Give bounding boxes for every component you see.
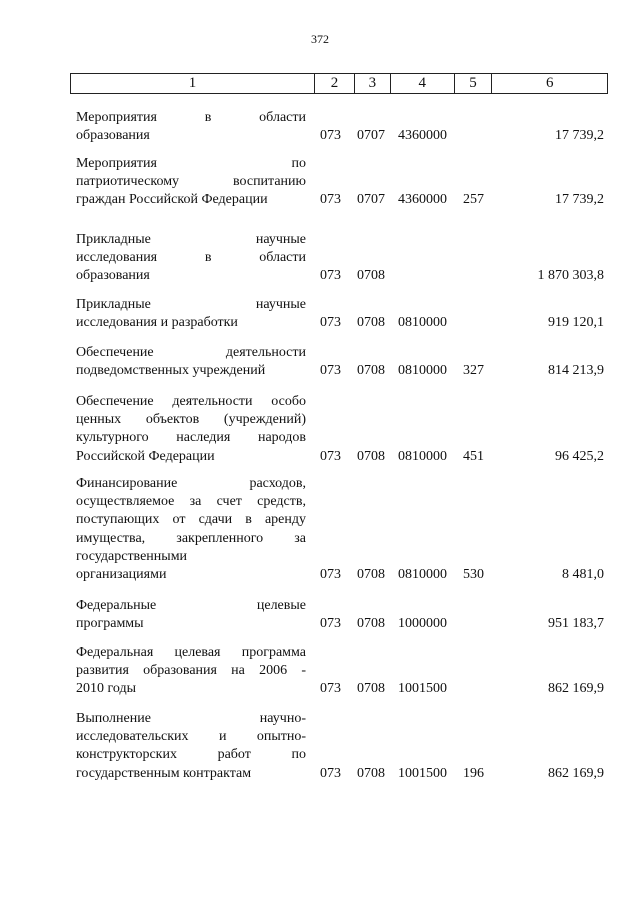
description-line: образования — [76, 268, 150, 284]
ministry-code: 073 — [320, 616, 341, 632]
expense-type-code: 451 — [463, 448, 484, 464]
table-row — [76, 393, 608, 466]
table-header — [70, 73, 608, 94]
description-line: образования — [76, 128, 150, 144]
description-line: государственными — [76, 548, 188, 564]
header-col-5: 5 — [454, 74, 492, 93]
ministry-code: 073 — [320, 268, 341, 284]
ministry-code: 073 — [320, 315, 341, 331]
expense-type-code: 327 — [463, 363, 484, 379]
target-article-code: 1001500 — [398, 681, 447, 697]
amount: 919 120,1 — [548, 315, 604, 331]
amount: 96 425,2 — [555, 448, 604, 464]
ministry-code: 073 — [320, 192, 341, 208]
ministry-code: 073 — [320, 765, 341, 781]
target-article-code: 0810000 — [398, 448, 447, 464]
header-col-3: 3 — [354, 74, 390, 93]
table-row — [76, 475, 608, 584]
description-line: Обеспечение деятельности особо — [76, 394, 306, 409]
ministry-code: 073 — [320, 448, 341, 464]
amount: 862 169,9 — [548, 681, 604, 697]
description-line: организациями — [76, 567, 167, 583]
description-line: патриотическому воспитанию — [76, 174, 306, 190]
section-code: 0708 — [357, 268, 385, 284]
table-row — [76, 109, 608, 145]
description-line: подведомственных учреждений — [76, 363, 266, 379]
row-codes — [76, 448, 608, 466]
description-line: Мероприятия по — [76, 156, 306, 171]
table-row — [76, 296, 608, 332]
description-line: осуществляемое за счет средств, — [76, 494, 306, 510]
ministry-code: 073 — [320, 363, 341, 379]
table-row — [76, 231, 608, 286]
description-line: Обеспечение деятельности — [76, 345, 306, 360]
section-code: 0708 — [357, 315, 385, 331]
header-col-2: 2 — [314, 74, 354, 93]
row-codes — [76, 362, 608, 380]
description-line: Прикладные научные — [76, 232, 306, 247]
section-code: 0708 — [357, 448, 385, 464]
amount: 8 481,0 — [562, 566, 604, 582]
section-code: 0707 — [357, 192, 385, 208]
row-codes — [76, 765, 608, 783]
page-number: 372 — [311, 32, 329, 46]
header-col-4: 4 — [390, 74, 454, 93]
description-line: Финансирование расходов, — [76, 476, 306, 491]
description-line: граждан Российской Федерации — [76, 192, 268, 208]
table-row — [76, 597, 608, 633]
target-article-code: 4360000 — [398, 192, 447, 208]
section-code: 0708 — [357, 681, 385, 697]
ministry-code: 073 — [320, 128, 341, 144]
header-col-1: 1 — [188, 75, 197, 91]
row-codes — [76, 681, 608, 699]
description-line: Федеральная целевая программа — [76, 645, 306, 660]
expense-type-code: 196 — [463, 765, 484, 781]
amount: 17 739,2 — [555, 192, 604, 208]
description-line: Прикладные научные — [76, 297, 306, 312]
target-article-code: 1000000 — [398, 616, 447, 632]
description-line: исследования в области — [76, 250, 306, 266]
section-code: 0708 — [357, 566, 385, 582]
amount: 814 213,9 — [548, 363, 604, 379]
target-article-code: 0810000 — [398, 363, 447, 379]
expense-type-code: 257 — [463, 192, 484, 208]
row-codes — [76, 566, 608, 584]
description-line: Федеральные целевые — [76, 598, 306, 613]
table-row — [76, 155, 608, 210]
description-line: ценных объектов (учреждений) — [76, 412, 306, 428]
section-code: 0707 — [357, 128, 385, 144]
target-article-code: 1001500 — [398, 765, 447, 781]
section-code: 0708 — [357, 616, 385, 632]
row-codes — [76, 127, 608, 145]
target-article-code: 4360000 — [398, 128, 447, 144]
description-line: государственным контрактам — [76, 765, 252, 781]
expense-type-code: 530 — [463, 566, 484, 582]
amount: 862 169,9 — [548, 765, 604, 781]
amount: 17 739,2 — [555, 128, 604, 144]
table-row — [76, 344, 608, 380]
description-line: конструкторских работ по — [76, 747, 306, 763]
description-line: 2010 годы — [76, 681, 137, 697]
description-line: программы — [76, 616, 144, 632]
row-codes — [76, 615, 608, 633]
ministry-code: 073 — [320, 681, 341, 697]
table-row — [76, 710, 608, 783]
description-line: имущества, закрепленного за — [76, 530, 306, 546]
header-col-6: 6 — [491, 74, 607, 93]
table-row — [76, 644, 608, 699]
amount: 1 870 303,8 — [537, 268, 604, 284]
ministry-code: 073 — [320, 566, 341, 582]
target-article-code: 0810000 — [398, 566, 447, 582]
description-line: Мероприятия в области — [76, 110, 306, 125]
description-line: развития образования на 2006 - — [76, 663, 306, 679]
section-code: 0708 — [357, 363, 385, 379]
description-line: исследовательских и опытно- — [76, 729, 306, 745]
description-line: поступающих от сдачи в аренду — [76, 512, 306, 528]
description-line: исследования и разработки — [76, 315, 238, 331]
row-codes — [76, 192, 608, 210]
row-codes — [76, 314, 608, 332]
description-line: Выполнение научно- — [76, 711, 306, 726]
target-article-code: 0810000 — [398, 315, 447, 331]
amount: 951 183,7 — [548, 616, 604, 632]
section-code: 0708 — [357, 765, 385, 781]
row-codes — [76, 268, 608, 286]
description-line: культурного наследия народов — [76, 430, 306, 446]
description-line: Российской Федерации — [76, 448, 215, 464]
